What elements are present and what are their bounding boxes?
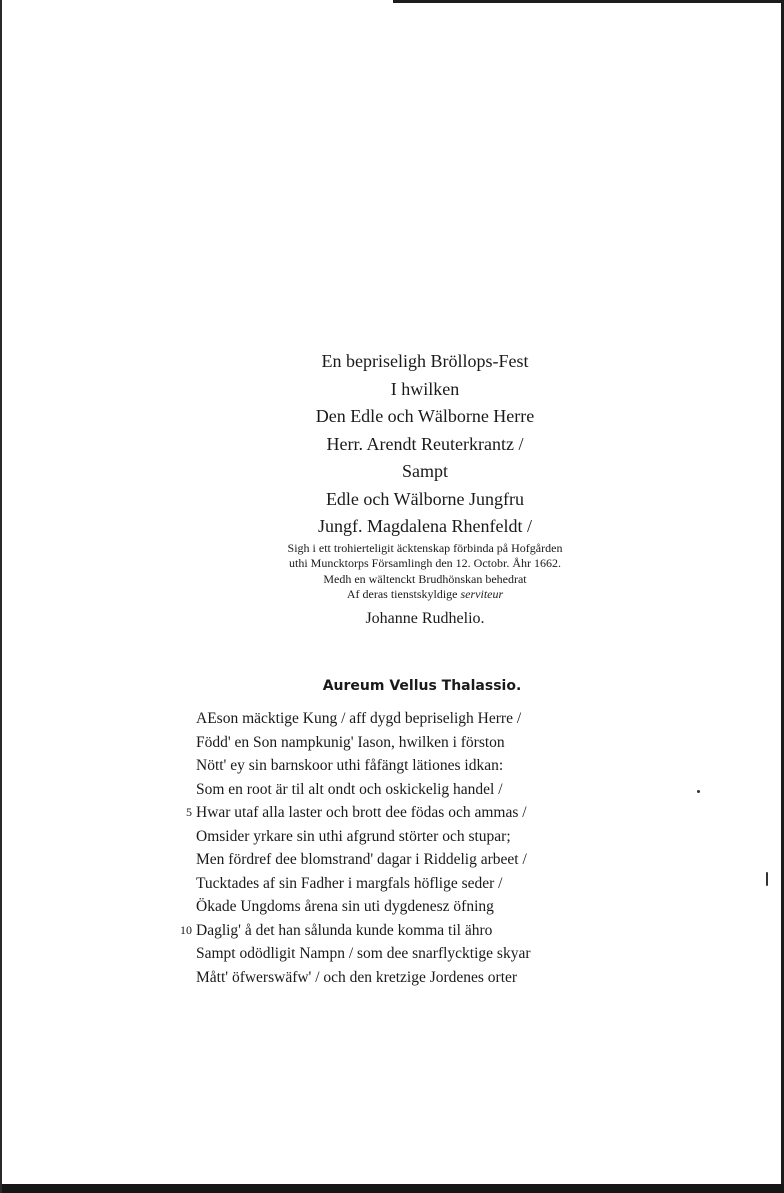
poem-line-text: Men fördref dee blomstrand' dagar i Riddelig arbeet /	[196, 851, 527, 868]
poem-line	[196, 895, 646, 919]
poem-line-text: Daglig' å det han sålunda kunde komma til ähro	[196, 921, 493, 939]
line-number: 10	[180, 922, 192, 937]
dedication-line	[170, 587, 680, 603]
poem-line	[196, 848, 646, 872]
author-name: Johanne Rudhelio.	[365, 609, 485, 627]
poem-line-text: Som en root är til alt ondt och oskickelig handel /	[196, 780, 503, 798]
poem-body	[180, 707, 646, 989]
subtitle-line-2: uthi Muncktorps Församlingh den 12. Octobr. Åhr 1662.	[289, 556, 561, 570]
title-line-6: Edle och Wälborne Jungfru	[325, 488, 525, 509]
poem-line	[196, 707, 646, 731]
poem-line-text: Sampt odödligit Nampn / som dee snarflycktige skyar	[196, 945, 531, 962]
poem-line-text: Tucktades af sin Fadher i margfals höflige seder /	[196, 874, 503, 892]
title-line-5: Sampt	[401, 461, 448, 481]
poem-line-text: Omsider yrkare sin uthi afgrund störter och stupar;	[196, 827, 511, 845]
title-line-3: Den Edle och Wälborne Herre	[315, 406, 535, 426]
scan-edge-bottom	[0, 1184, 784, 1193]
poem-line	[196, 942, 646, 966]
dedication-prefix: Af deras tienstskyldige	[346, 587, 458, 601]
title-line-4: Herr. Arendt Reuterkrantz /	[326, 433, 524, 454]
poem-line-text: AEson mäcktige Kung / aff dygd bepriseligh Herre /	[196, 710, 522, 727]
scan-edge-left	[0, 0, 2, 1193]
poem-line-text: Ökade Ungdoms årena sin uti dygdenesz öfning	[196, 898, 494, 915]
dedication-italic: serviteur	[460, 587, 504, 601]
poem-line	[196, 872, 646, 896]
poem-line	[196, 731, 646, 755]
poem-line-text: Nött' ey sin barnskoor uthi fåfängt lätiones idkan:	[196, 757, 504, 774]
title-line-2: I hwilken	[390, 378, 460, 399]
poem-heading: Aureum Vellus Thalassio.	[322, 678, 522, 694]
poem-line	[196, 825, 646, 849]
poem-line-text: Mått' öfwerswäfw' / och den kretzige Jordenes orter	[196, 968, 518, 986]
poem-line	[196, 966, 646, 990]
title-block	[170, 348, 680, 632]
subtitle-line-1: Sigh i ett trohierteligit äcktenskap förbinda på Hofgården	[287, 540, 563, 555]
scan-speck	[697, 790, 700, 793]
subtitle-line-3: Medh en wältenckt Brudhönskan behedrat	[323, 571, 527, 586]
poem-line	[196, 754, 646, 778]
title-line-7: Jungf. Magdalena Rhenfeldt /	[318, 516, 532, 536]
title-line-1: En bepriseligh Bröllops-Fest	[321, 351, 529, 371]
poem-line	[186, 801, 646, 825]
poem-line	[196, 778, 646, 802]
poem-line	[180, 919, 646, 943]
poem-line-text: Född' en Son nampkunig' Iason, hwilken i förston	[196, 733, 505, 751]
scan-speck	[766, 872, 768, 886]
line-number: 5	[186, 805, 192, 819]
poem-line-text: Hwar utaf alla laster och brott dee födas och ammas /	[196, 804, 527, 821]
scan-edge-top	[393, 0, 784, 3]
